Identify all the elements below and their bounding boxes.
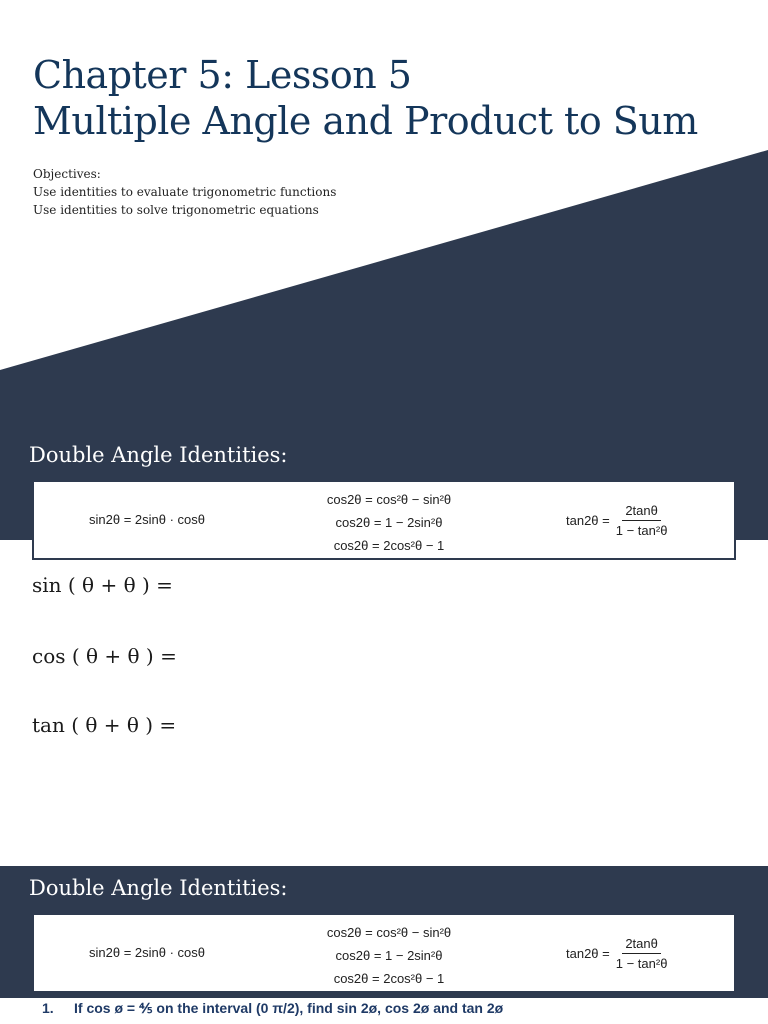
problem-number: 1. — [42, 1000, 54, 1016]
identities-box — [32, 482, 736, 560]
cos-identity-1: cos2θ = cos²θ − sin²θ — [326, 492, 452, 507]
cos-double-angle-identities — [274, 488, 504, 557]
section-heading-2: Double Angle Identities: — [29, 876, 288, 900]
tan-double-angle-identity — [566, 936, 670, 971]
tan-prefix: tan2θ = — [566, 946, 610, 961]
tan-double-angle-identity — [566, 503, 670, 538]
section-heading: Double Angle Identities: — [29, 443, 288, 467]
tan-denominator: 1 − tan²θ — [615, 523, 668, 538]
tan-numerator: 2tanθ — [622, 936, 661, 954]
identities-box-2 — [32, 915, 736, 993]
problem-text: If cos ø = ⅘ on the interval (0 π/2), find sin 2ø, cos 2ø and tan 2ø — [74, 1000, 504, 1016]
cos-identity-2: cos2θ = 1 − 2sin²θ — [335, 948, 443, 963]
cos-sum-expression: cos ( θ + θ ) = — [32, 644, 177, 668]
objectives-heading: Objectives: — [33, 167, 101, 181]
tan-denominator: 1 − tan²θ — [615, 956, 668, 971]
title-line-2: Multiple Angle and Product to Sum — [33, 99, 698, 143]
page-title — [33, 52, 698, 144]
objectives-list — [33, 165, 336, 219]
title-line-1: Chapter 5: Lesson 5 — [33, 53, 412, 97]
tan-fraction — [613, 503, 671, 538]
problem-1 — [42, 1000, 503, 1017]
cos-identity-1: cos2θ = cos²θ − sin²θ — [326, 925, 452, 940]
objective-item: Use identities to evaluate trigonometric functions — [33, 185, 337, 199]
objective-item: Use identities to solve trigonometric equations — [33, 203, 319, 217]
tan-prefix: tan2θ = — [566, 513, 610, 528]
tan-fraction — [613, 936, 671, 971]
sin-double-angle-identity: sin2θ = 2sinθ · cosθ — [89, 945, 205, 960]
tan-numerator: 2tanθ — [622, 503, 661, 521]
cos-double-angle-identities — [274, 921, 504, 990]
cos-identity-3: cos2θ = 2cos²θ − 1 — [333, 538, 445, 553]
cos-identity-2: cos2θ = 1 − 2sin²θ — [335, 515, 443, 530]
sin-sum-expression: sin ( θ + θ ) = — [32, 573, 173, 597]
sin-double-angle-identity: sin2θ = 2sinθ · cosθ — [89, 512, 205, 527]
cos-identity-3: cos2θ = 2cos²θ − 1 — [333, 971, 445, 986]
tan-sum-expression: tan ( θ + θ ) = — [32, 713, 177, 737]
